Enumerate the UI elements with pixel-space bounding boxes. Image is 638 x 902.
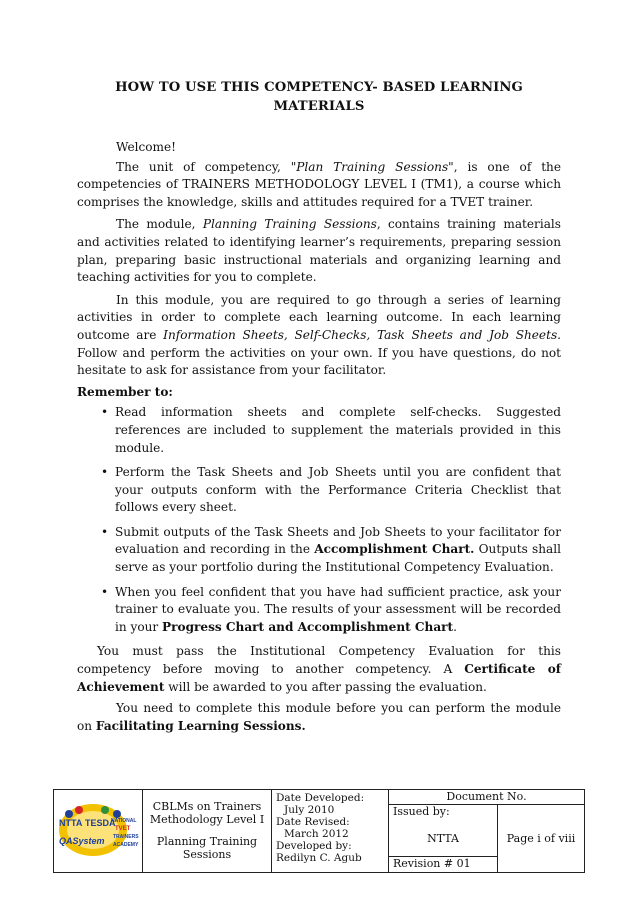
document-footer [53, 789, 585, 873]
list-item [77, 584, 561, 637]
bullet-icon: • [101, 465, 109, 480]
list-item [77, 524, 561, 577]
page-number: Page i of viii [498, 805, 585, 873]
text-run: You need to complete this module before you can perform the module on [77, 701, 561, 733]
remember-list [77, 404, 561, 636]
bullet-icon: • [101, 405, 109, 420]
remember-heading: Remember to: [77, 384, 173, 399]
logo-text-tvet: TVET [115, 826, 131, 832]
accomplishment-chart-text: Accomplishment Chart. [314, 542, 475, 557]
ntta-logo-icon [55, 800, 141, 862]
list-item-text: When you feel confident that you have had sufficient practice, ask your trainer to evaluate you. The results of your assessment will be recorded in your [115, 584, 561, 634]
logo-text-national: NATIONAL [111, 818, 137, 824]
logo-text-academy: ACADEMY [113, 842, 139, 848]
paragraph-evaluation [77, 643, 561, 696]
date-revised-label: Date Revised: [276, 816, 350, 828]
paragraph-activities [77, 292, 561, 380]
date-developed-value: July 2010 [284, 804, 335, 816]
paragraph-unit [77, 159, 561, 212]
bullet-icon: • [101, 584, 109, 599]
logo-text-qa: QASystem [59, 836, 105, 846]
unit-name: Plan Training Sessions [296, 159, 449, 174]
text-run: , contains training materials and activities related to identifying learner’s requirements, preparing session plan, preparing basic instructional materials and organizing learning and teaching activities for you to complete. [77, 217, 561, 285]
next-module-name: Facilitating Learning Sessions. [95, 718, 306, 733]
text-run: In this module, you are required to go through a series of learning activities in order to complete each learning outcome. In each learning outcome are [77, 292, 561, 342]
date-developed-label: Date Developed: [276, 792, 365, 804]
module-title-2: Sessions [182, 848, 232, 861]
course-title-1: CBLMs on Trainers [152, 800, 262, 813]
body-text [77, 139, 561, 735]
paragraph-module [77, 216, 561, 286]
list-item-text: Outputs shall serve as your portfolio during the Institutional Competency Evaluation. [115, 542, 561, 575]
list-item [77, 404, 561, 457]
issued-by-value: NTTA [427, 832, 459, 845]
module-name: Planning Training Sessions [202, 217, 377, 232]
logo-text-ntta: NTTA [59, 818, 83, 828]
page-title [96, 78, 542, 116]
date-revised-value: March 2012 [284, 828, 349, 840]
text-run: will be awarded to you after passing the evaluation. [164, 679, 487, 694]
issued-by-label: Issued by: [393, 805, 450, 818]
logo-text-trainers: TRAINERS [113, 834, 139, 840]
title-line-2: MATERIALS [273, 99, 365, 114]
paragraph-next-module [77, 700, 561, 735]
document-no-label: Document No. [389, 790, 585, 805]
list-item [77, 464, 561, 517]
list-item-text: Read information sheets and complete self-checks. Suggested references are included to supplement the materials provided in this module. [115, 405, 561, 455]
welcome-text: Welcome! [116, 140, 177, 154]
text-run: Follow and perform the activities on your own. If you have questions, do not hesitate to ask for assistance from your facilitator. [77, 345, 561, 378]
sheet-types: Information Sheets, Self-Checks, Task Sheets and Job Sheets. [163, 327, 561, 342]
logo-text-tesda: TESDA [85, 818, 116, 828]
dates-cell [272, 790, 389, 873]
title-line-1: HOW TO USE THIS COMPETENCY- BASED LEARNING [115, 80, 523, 95]
list-item-text: Submit outputs of the Task Sheets and Job Sheets to your facilitator for evaluation and recording in the [115, 524, 561, 557]
course-cell [143, 790, 272, 873]
course-title-2: Methodology Level I [149, 813, 265, 826]
bullet-icon: • [101, 524, 109, 539]
revision-number: Revision # 01 [389, 857, 498, 873]
certificate-text: Certificate of Achievement [77, 662, 561, 694]
ntta-logo [54, 800, 142, 862]
text-run: You must pass the Institutional Competency Evaluation for this competency before moving to another competency. A [77, 644, 561, 677]
developed-by-label: Developed by: [276, 840, 352, 852]
module-title-1: Planning Training [156, 835, 258, 848]
logo-cell [54, 790, 143, 873]
text-run: ", is one of the competencies of TRAINERS METHODOLOGY LEVEL I (TM1), a course which comprises the knowledge, skills and attitudes required for a TVET trainer. [77, 159, 561, 209]
issued-by-cell [389, 805, 498, 857]
list-item-text: Perform the Task Sheets and Job Sheets until you are confident that your outputs conform with the Performance Criteria Checklist that follows every sheet. [115, 465, 561, 515]
progress-chart-text: Progress Chart and Accomplishment Chart [162, 619, 454, 634]
developed-by-value: Redilyn C. Agub [276, 852, 362, 864]
text-run: The unit of competency, " [116, 159, 297, 174]
text-run: The module, [116, 217, 203, 232]
list-item-text: . [453, 619, 458, 634]
